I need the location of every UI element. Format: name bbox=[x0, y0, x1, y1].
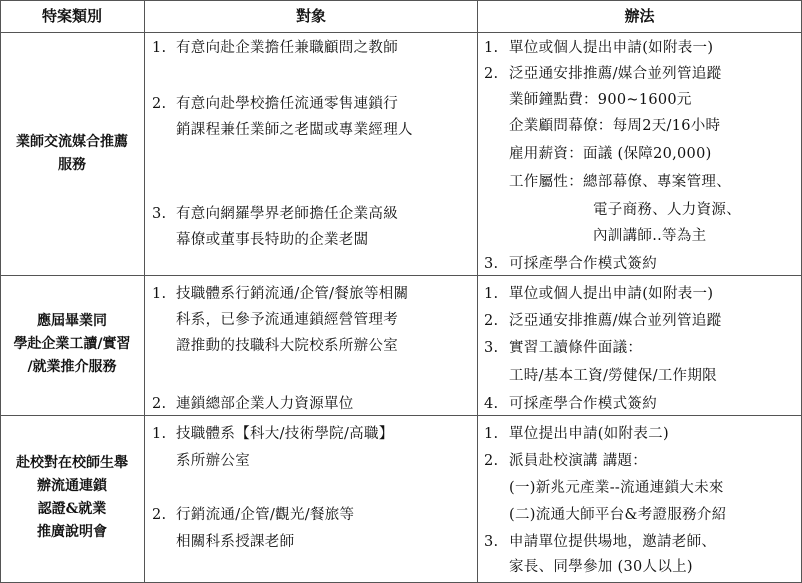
row2-method-1-number: 1. bbox=[484, 286, 499, 302]
row1-target-3-line: 幕僚或董事長特助的企業老闆 bbox=[176, 232, 369, 248]
header-method: 辦法 bbox=[624, 7, 655, 25]
row1-target-1-number: 1. bbox=[152, 40, 167, 56]
row3-target-2-number: 2. bbox=[152, 507, 167, 523]
row3-target-1-line: 系所辦公室 bbox=[176, 453, 250, 469]
header-category: 特案類別 bbox=[41, 7, 102, 25]
row3-method-1-line: 單位提出申請(如附表二) bbox=[509, 426, 669, 442]
row2-target-2-line: 連鎖總部企業人力資源單位 bbox=[176, 396, 354, 412]
row1-target-2-number: 2. bbox=[152, 96, 167, 112]
row1-target-3-number: 3. bbox=[152, 206, 167, 222]
row2-target-1-line: 科系，已參予流通連鎖經營管理考 bbox=[176, 312, 398, 328]
row2-target-1-line: 證推動的技職科大院校系所辦公室 bbox=[176, 338, 398, 354]
row1-target-1-line: 有意向赴企業擔任兼職顧問之教師 bbox=[176, 40, 398, 56]
row3-target-2-line: 行銷流通/企管/觀光/餐旅等 bbox=[176, 507, 355, 523]
row1-method-1-line: 單位或個人提出申請(如附表一) bbox=[509, 40, 714, 56]
row1-method-2-line: 雇用薪資：面議 (保障20,000) bbox=[509, 146, 712, 162]
row1-method-2-line: 企業顧問幕僚：每周2天/16小時 bbox=[509, 118, 721, 134]
row3-target-1-line: 技職體系【科大/技術學院/高職】 bbox=[176, 426, 394, 442]
row3-method-2-line: (一)新兆元產業--流通連鎖大未來 bbox=[509, 480, 724, 496]
row2-category: 應屆畢業同 學赴企業工讀/實習 /就業推介服務 bbox=[13, 313, 131, 375]
row2-target-1-number: 1. bbox=[152, 286, 167, 302]
row1-target-2-line: 銷課程兼任業師之老闆或專業經理人 bbox=[176, 122, 413, 138]
row3-category: 赴校對在校師生舉 辦流通連鎖 認證&就業 推廣說明會 bbox=[16, 455, 128, 540]
row1-method-2-line: 電子商務、人力資源、 bbox=[593, 202, 741, 218]
row3-method-3-number: 3. bbox=[484, 534, 499, 550]
row1-method-2-line: 內訓講師..等為主 bbox=[593, 228, 707, 244]
row2-method-2-number: 2. bbox=[484, 313, 499, 329]
row3-target-2-line: 相關科系授課老師 bbox=[176, 534, 295, 550]
row3-method-2-line: 派員赴校演講 講題： bbox=[509, 453, 648, 469]
row2-method-3-line: 實習工讀條件面議： bbox=[509, 340, 643, 356]
header-target: 對象 bbox=[295, 7, 326, 25]
row2-method-4-line: 可採產學合作模式簽約 bbox=[509, 396, 657, 412]
row2-method-3-line: 工時/基本工資/勞健保/工作期限 bbox=[509, 368, 717, 384]
row3-method-1-number: 1. bbox=[484, 426, 499, 442]
row1-method-2-line: 泛亞通安排推薦/媒合並列管追蹤 bbox=[509, 66, 722, 82]
row2-target-1-line: 技職體系行銷流通/企管/餐旅等相關 bbox=[176, 286, 409, 302]
row1-method-2-line: 工作屬性：總部幕僚、專案管理、 bbox=[509, 174, 731, 190]
row2-method-2-line: 泛亞通安排推薦/媒合並列管追蹤 bbox=[509, 313, 722, 329]
row3-method-2-line: (二)流通大師平台&考證服務介紹 bbox=[509, 507, 727, 523]
row2-method-3-number: 3. bbox=[484, 340, 499, 356]
row1-target-3-line: 有意向網羅學界老師擔任企業高級 bbox=[176, 206, 398, 222]
row3-method-3-line: 申請單位提供場地，邀請老師、 bbox=[509, 534, 717, 550]
row1-target-2-line: 有意向赴學校擔任流通零售連鎖行 bbox=[176, 96, 398, 112]
row3-target-1-number: 1. bbox=[152, 426, 167, 442]
row3-method-2-number: 2. bbox=[484, 453, 499, 469]
row2-method-1-line: 單位或個人提出申請(如附表一) bbox=[509, 286, 714, 302]
row1-method-2-number: 2. bbox=[484, 66, 499, 82]
row1-category: 業師交流媒合推薦 服務 bbox=[16, 134, 128, 173]
row1-method-3-line: 可採產學合作模式簽約 bbox=[509, 256, 657, 272]
row3-method-3-line: 家長、同學參加 (30人以上) bbox=[509, 559, 693, 575]
row2-method-4-number: 4. bbox=[484, 396, 499, 412]
row1-method-2-line: 業師鐘點費：900~1600元 bbox=[509, 92, 692, 108]
row1-method-3-number: 3. bbox=[484, 256, 499, 272]
row2-target-2-number: 2. bbox=[152, 396, 167, 412]
row1-method-1-number: 1. bbox=[484, 40, 499, 56]
